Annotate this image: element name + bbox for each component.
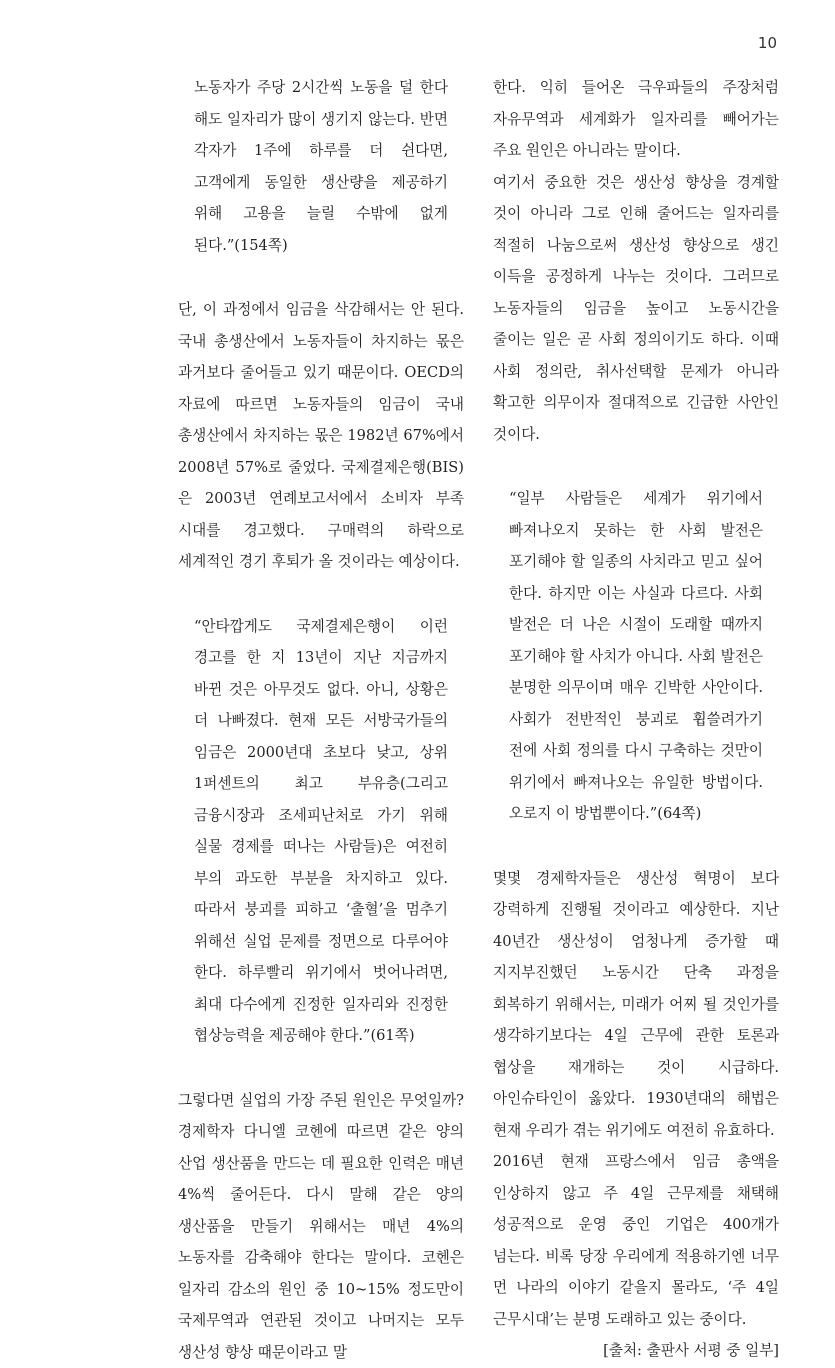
right-column: [493, 72, 779, 1367]
source-citation: [출처: 출판사 서평 중 일부]: [493, 1335, 779, 1367]
quote-block: “안타깝게도 국제결제은행이 이런 경고를 한 지 13년이 지난 지금까지 바뀐 것은 아무것도 없다. 아니, 상황은 더 나빠졌다. 현재 모든 서방국가들의 임금은 2000년대 초보다 낮고, 상위 1퍼센트의 최고 부유층(그리고 금융시장과 조세피난처로 가기 위해 실물 경제를 떠나는 사람들)은 여전히 부의 과도한 부분을 차지하고 있다. 따라서 붕괴를 피하고 ‘출혈’을 멈추기 위해선 실업 문제를 정면으로 다루어야 한다. 하루빨리 위기에서 벗어나려면, 최대 다수에게 진정한 일자리와 진정한 협상능력을 제공해야 한다.”(61쪽): [178, 611, 464, 1052]
body-paragraph: 단, 이 과정에서 임금을 삭감해서는 안 된다. 국내 총생산에서 노동자들이 차지하는 몫은 과거보다 줄어들고 있기 때문이다. OECD의 자료에 따르면 노동자들의 임금이 국내 총생산에서 차지하는 몫은 1982년 67%에서 2008년 57%로 줄었다. 국제결제은행(BIS)은 2003년 연례보고서에서 소비자 부족 시대를 경고했다. 구매력의 하락으로 세계적인 경기 후퇴가 올 것이라는 예상이다.: [178, 294, 464, 578]
body-paragraph: 한다. 익히 들어온 극우파들의 주장처럼 자유무역과 세계화가 일자리를 빼어가는 주요 원인은 아니라는 말이다.: [493, 72, 779, 167]
body-paragraph: 그렇다면 실업의 가장 주된 원인은 무엇일까? 경제학자 다니엘 코헨에 따르면 같은 양의 산업 생산품을 만드는 데 필요한 인력은 매년 4%씩 줄어든다. 다시 말해 같은 양의 생산품을 만들기 위해서는 매년 4%의 노동자를 감축해야 한다는 말이다. 코헨은 일자리 감소의 원인 중 10~15% 정도만이 국제무역과 연관된 것이고 나머지는 모두 생산성 향상 때문이라고 말: [178, 1085, 464, 1368]
body-paragraph: 2016년 현재 프랑스에서 임금 총액을 인상하지 않고 주 4일 근무제를 채택해 성공적으로 운영 중인 기업은 400개가 넘는다. 비록 당장 우리에게 적용하기엔 너무 먼 나라의 이야기 같을지 몰라도, ‘주 4일 근무시대’는 분명 도래하고 있는 중이다.: [493, 1146, 779, 1335]
quote-block: “일부 사람들은 세계가 위기에서 빠져나오지 못하는 한 사회 발전은 포기해야 할 일종의 사치라고 믿고 싶어 한다. 하지만 이는 사실과 다르다. 사회 발전은 더 나은 시절이 도래할 때까지 포기해야 할 사치가 아니다. 사회 발전은 분명한 의무이며 매우 긴박한 사안이다. 사회가 전반적인 붕괴로 휩쓸려가기 전에 사회 정의를 다시 구축하는 것만이 위기에서 빠져나오는 유일한 방법이다. 오로지 이 방법뿐이다.”(64쪽): [493, 483, 779, 830]
body-paragraph: 여기서 중요한 것은 생산성 향상을 경계할 것이 아니라 그로 인해 줄어드는 일자리를 적절히 나눔으로써 생산성 향상으로 생긴 이득을 공정하게 나누는 것이다. 그러므로 노동자들의 임금을 높이고 노동시간을 줄이는 일은 곧 사회 정의이기도 하다. 이때 사회 정의란, 취사선택할 문제가 아니라 확고한 의무이자 절대적으로 긴급한 사안인 것이다.: [493, 167, 779, 451]
quote-block: 노동자가 주당 2시간씩 노동을 덜 한다 해도 일자리가 많이 생기지 않는다. 반면 각자가 1주에 하루를 더 쉰다면, 고객에게 동일한 생산량을 제공하기 위해 고용을 늘릴 수밖에 없게 된다.”(154쪽): [178, 72, 464, 261]
left-column: [178, 72, 464, 1368]
body-paragraph: 몇몇 경제학자들은 생산성 혁명이 보다 강력하게 진행될 것이라고 예상한다. 지난 40년간 생산성이 엄청나게 증가할 때 지지부진했던 노동시간 단축 과정을 회복하기 위해서는, 미래가 어찌 될 것인가를 생각하기보다는 4일 근무에 관한 토론과 협상을 재개하는 것이 시급하다. 아인슈타인이 옳았다. 1930년대의 해법은 현재 우리가 겪는 위기에도 여전히 유효하다.: [493, 863, 779, 1147]
page-number: 10: [758, 34, 777, 52]
